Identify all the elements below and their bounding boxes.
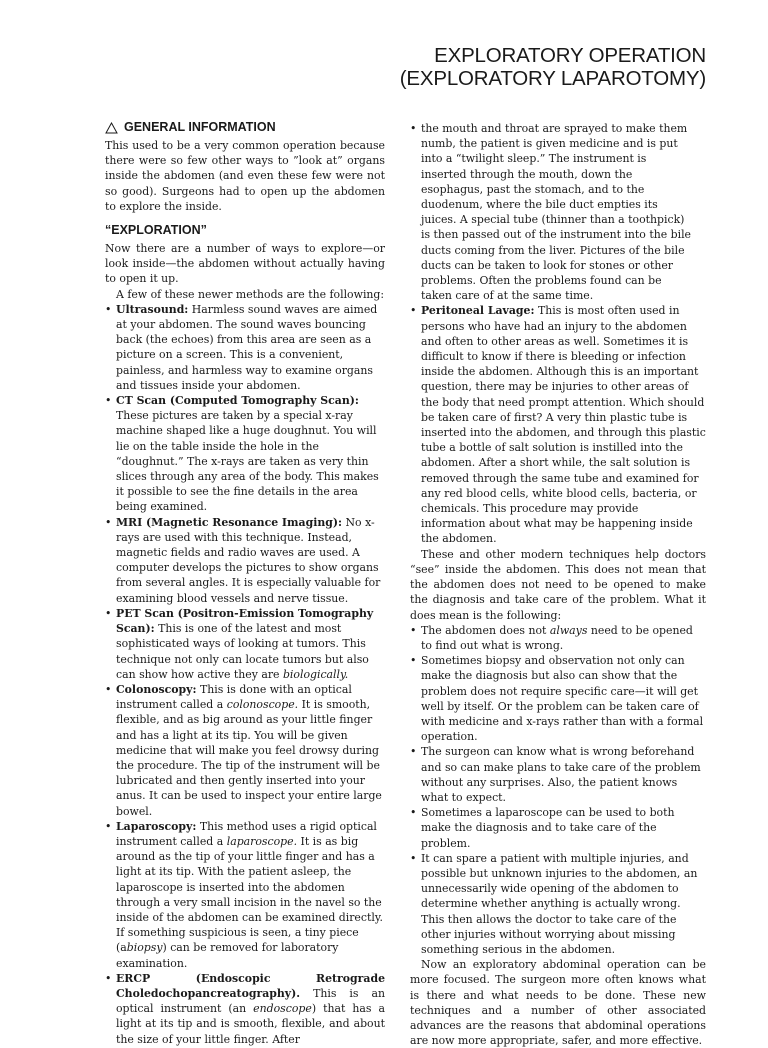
ercp-continued: • the mouth and throat are sprayed to make them numb, the patient is given medicine and is put into a “twilight sleep.” The instrument is inserted through the mouth, down the esophagus, past the stomach, and to the duodenum, where the bile duct empties its juices. A special tube (thinner than a toothpick) is then passed out of the instrument into the bile ducts coming from the liver. Pictures of the bile ducts can be taken to look for stones or other problems. Often the problems found can be taken care of at the same time. [421,122,692,303]
meaning-intro: These and other modern techniques help doctors “see” inside the abdomen. This does not mean that the abdomen does not need to be opened to make the diagnosis and take care of the problem. What it does mean is the following: [410,547,706,622]
triangle-icon [105,122,118,134]
title-line-1: EXPLORATORY OPERATION [434,44,706,67]
method-italic: laparoscope. [226,834,298,848]
list-item [410,653,706,744]
method-italic: biologically. [282,667,349,681]
exploration-intro-2: A few of these newer methods are the following: [116,287,385,301]
method-text: This method uses a rigid optical instrument called a [116,819,377,848]
list-item [410,744,706,805]
method-text: This is one of the latest and most sophisticated ways of looking at tumors. This technique not only can locate tumors but also can show how active they are [116,622,369,681]
method-text: This is an optical instrument (an [116,986,385,1016]
title-line-2: (EXPLORATORY LAPAROTOMY) [399,67,706,90]
method-text-2: ) that has a light at its tip and is smooth, flexible, and about the size of your little finger. After [116,1002,385,1046]
method-text-2: It is as big around as the tip of your little finger and has a light at its tip. With the patient asleep, the laparoscope is inserted into the abdomen through a very small incision in the navel so the inside of the abdomen can be examined directly. If something suspicious is seen, a tiny piece (a [116,834,383,955]
method-text: No x-rays are used with this technique. Instead, magnetic fields and radio waves are used. A computer develops the pictures to show organs from several angles. It is especially valuable for examining blood vessels and nerve tissue. [116,515,381,605]
general-information-heading [105,120,385,135]
list-item [105,515,385,606]
method-term: MRI (Magnetic Resonance Imaging): [116,515,343,529]
general-paragraph: This used to be a very common operation because there were so few other ways to ”look at” organs inside the abdomen (and even these few were not so good). Surgeons had to open up the abdomen to explore the inside. [105,139,385,213]
closing-paragraph: Now an exploratory abdominal operation can be more focused. The surgeon more often knows what is there and what needs to be done. These new techniques and a number of other associated advances are the reasons that abdominal operations are now more appropriate, safer, and more effective. [410,958,706,1048]
method-term: Laparoscopy: [116,819,197,833]
page-title [306,44,706,90]
meaning-text: It can spare a patient with multiple injuries, and possible but unknown injuries to the abdomen, an unnecessarily wide opening of the abdomen to determine whether anything is actually wrong. This then allows the doctor to take care of the other injuries without worrying about missing something serious in the abdomen. [421,851,698,956]
general-heading-text: GENERAL INFORMATION [124,120,276,134]
lavage-text: This is most often used in persons who have had an injury to the abdomen and often to other areas as well. Sometimes it is difficult to know if there is bleeding or infection inside the abdomen. Although this is an important question, there may be injuries to other areas of the body that need prompt attention. Which should be taken care of first? A very thin plastic tube is inserted into the abdomen, and through this plastic tube a bottle of salt solution is instilled into the abdomen. After a short while, the salt solution is removed through the same tube and examined for any red blood cells, white blood cells, bacteria, or chemicals. This procedure may provide information about what may be happening inside the abdomen. [421,304,706,546]
method-text: This is done with an optical instrument called a [116,682,352,712]
method-term: Ultrasound: [116,302,189,316]
exploration-heading-text: “EXPLORATION” [105,223,207,238]
meanings-list [410,623,706,957]
meaning-text: Sometimes a laparoscope can be used to both make the diagnosis and to take care of the problem. [421,806,675,850]
method-text: Harmless sound waves are aimed at your abdomen. The sound waves bouncing back (the echoes) from this area are seen as a picture on a screen. This is a convenient, painless, and harmless way to examine organs and tissues inside your abdomen. [116,302,378,392]
meaning-text-2: need to be opened to find out what is wrong. [421,623,693,652]
meaning-text: The surgeon can know what is wrong beforehand and so can make plans to take care of the problem without any surprises. Also, the patient knows what to expect. [421,745,701,804]
list-item [410,851,706,957]
meaning-text: The abdomen does not [421,623,547,637]
list-item [105,302,385,393]
right-column [410,121,706,1048]
method-text: These pictures are taken by a special x-ray machine shaped like a huge doughnut. You will lie on the table inside the hole in the “doughnut.” The x-rays are taken as very thin slices through any area of the body. This makes it possible to see the fine details in the area being examined. [116,409,379,514]
methods-list-continued [410,121,706,547]
left-column [105,120,385,1047]
list-item [410,805,706,851]
method-term: CT Scan (Computed Tomography Scan): [116,394,359,408]
list-item [105,971,385,1047]
method-term: PET Scan (Positron-Emission Tomography Scan): [116,606,374,636]
lavage-term: Peritoneal Lavage: [421,304,535,318]
list-item [105,606,385,682]
list-item-continued [410,121,706,303]
list-item [410,623,706,653]
list-item [105,393,385,515]
meaning-italic: always [549,623,588,637]
exploration-intro: Now there are a number of ways to explore—or look inside—the abdomen without actually having to open it up. [105,242,385,286]
list-item [410,303,706,546]
method-italic: colonoscope. [226,698,299,712]
meaning-text: Sometimes biopsy and observation not only can make the diagnosis but also can show that the problem does not require specific care—it will get well by itself. Or the problem can be taken care of with medicine and x-rays rather than with a formal operation. [421,654,704,744]
method-term: ERCP (Endoscopic Retrograde Choledochopancreatography). [116,971,385,1000]
exploration-heading [105,223,385,238]
method-term: Colonoscopy: [116,682,197,696]
method-text-3: ) can be removed for laboratory examination. [116,941,339,970]
method-text-2: It is smooth, flexible, and as big around as your little finger and has a light at its tip. You will be given medicine that will make you feel drowsy during the procedure. The tip of the instrument will be lubricated and then gently inserted into your anus. It can be used to inspect your entire large bowel. [116,698,382,818]
method-italic: endoscope [253,1002,312,1016]
list-item [105,682,385,819]
list-item [105,819,385,971]
methods-list [105,302,385,1047]
method-italic-2: biopsy [126,941,163,955]
